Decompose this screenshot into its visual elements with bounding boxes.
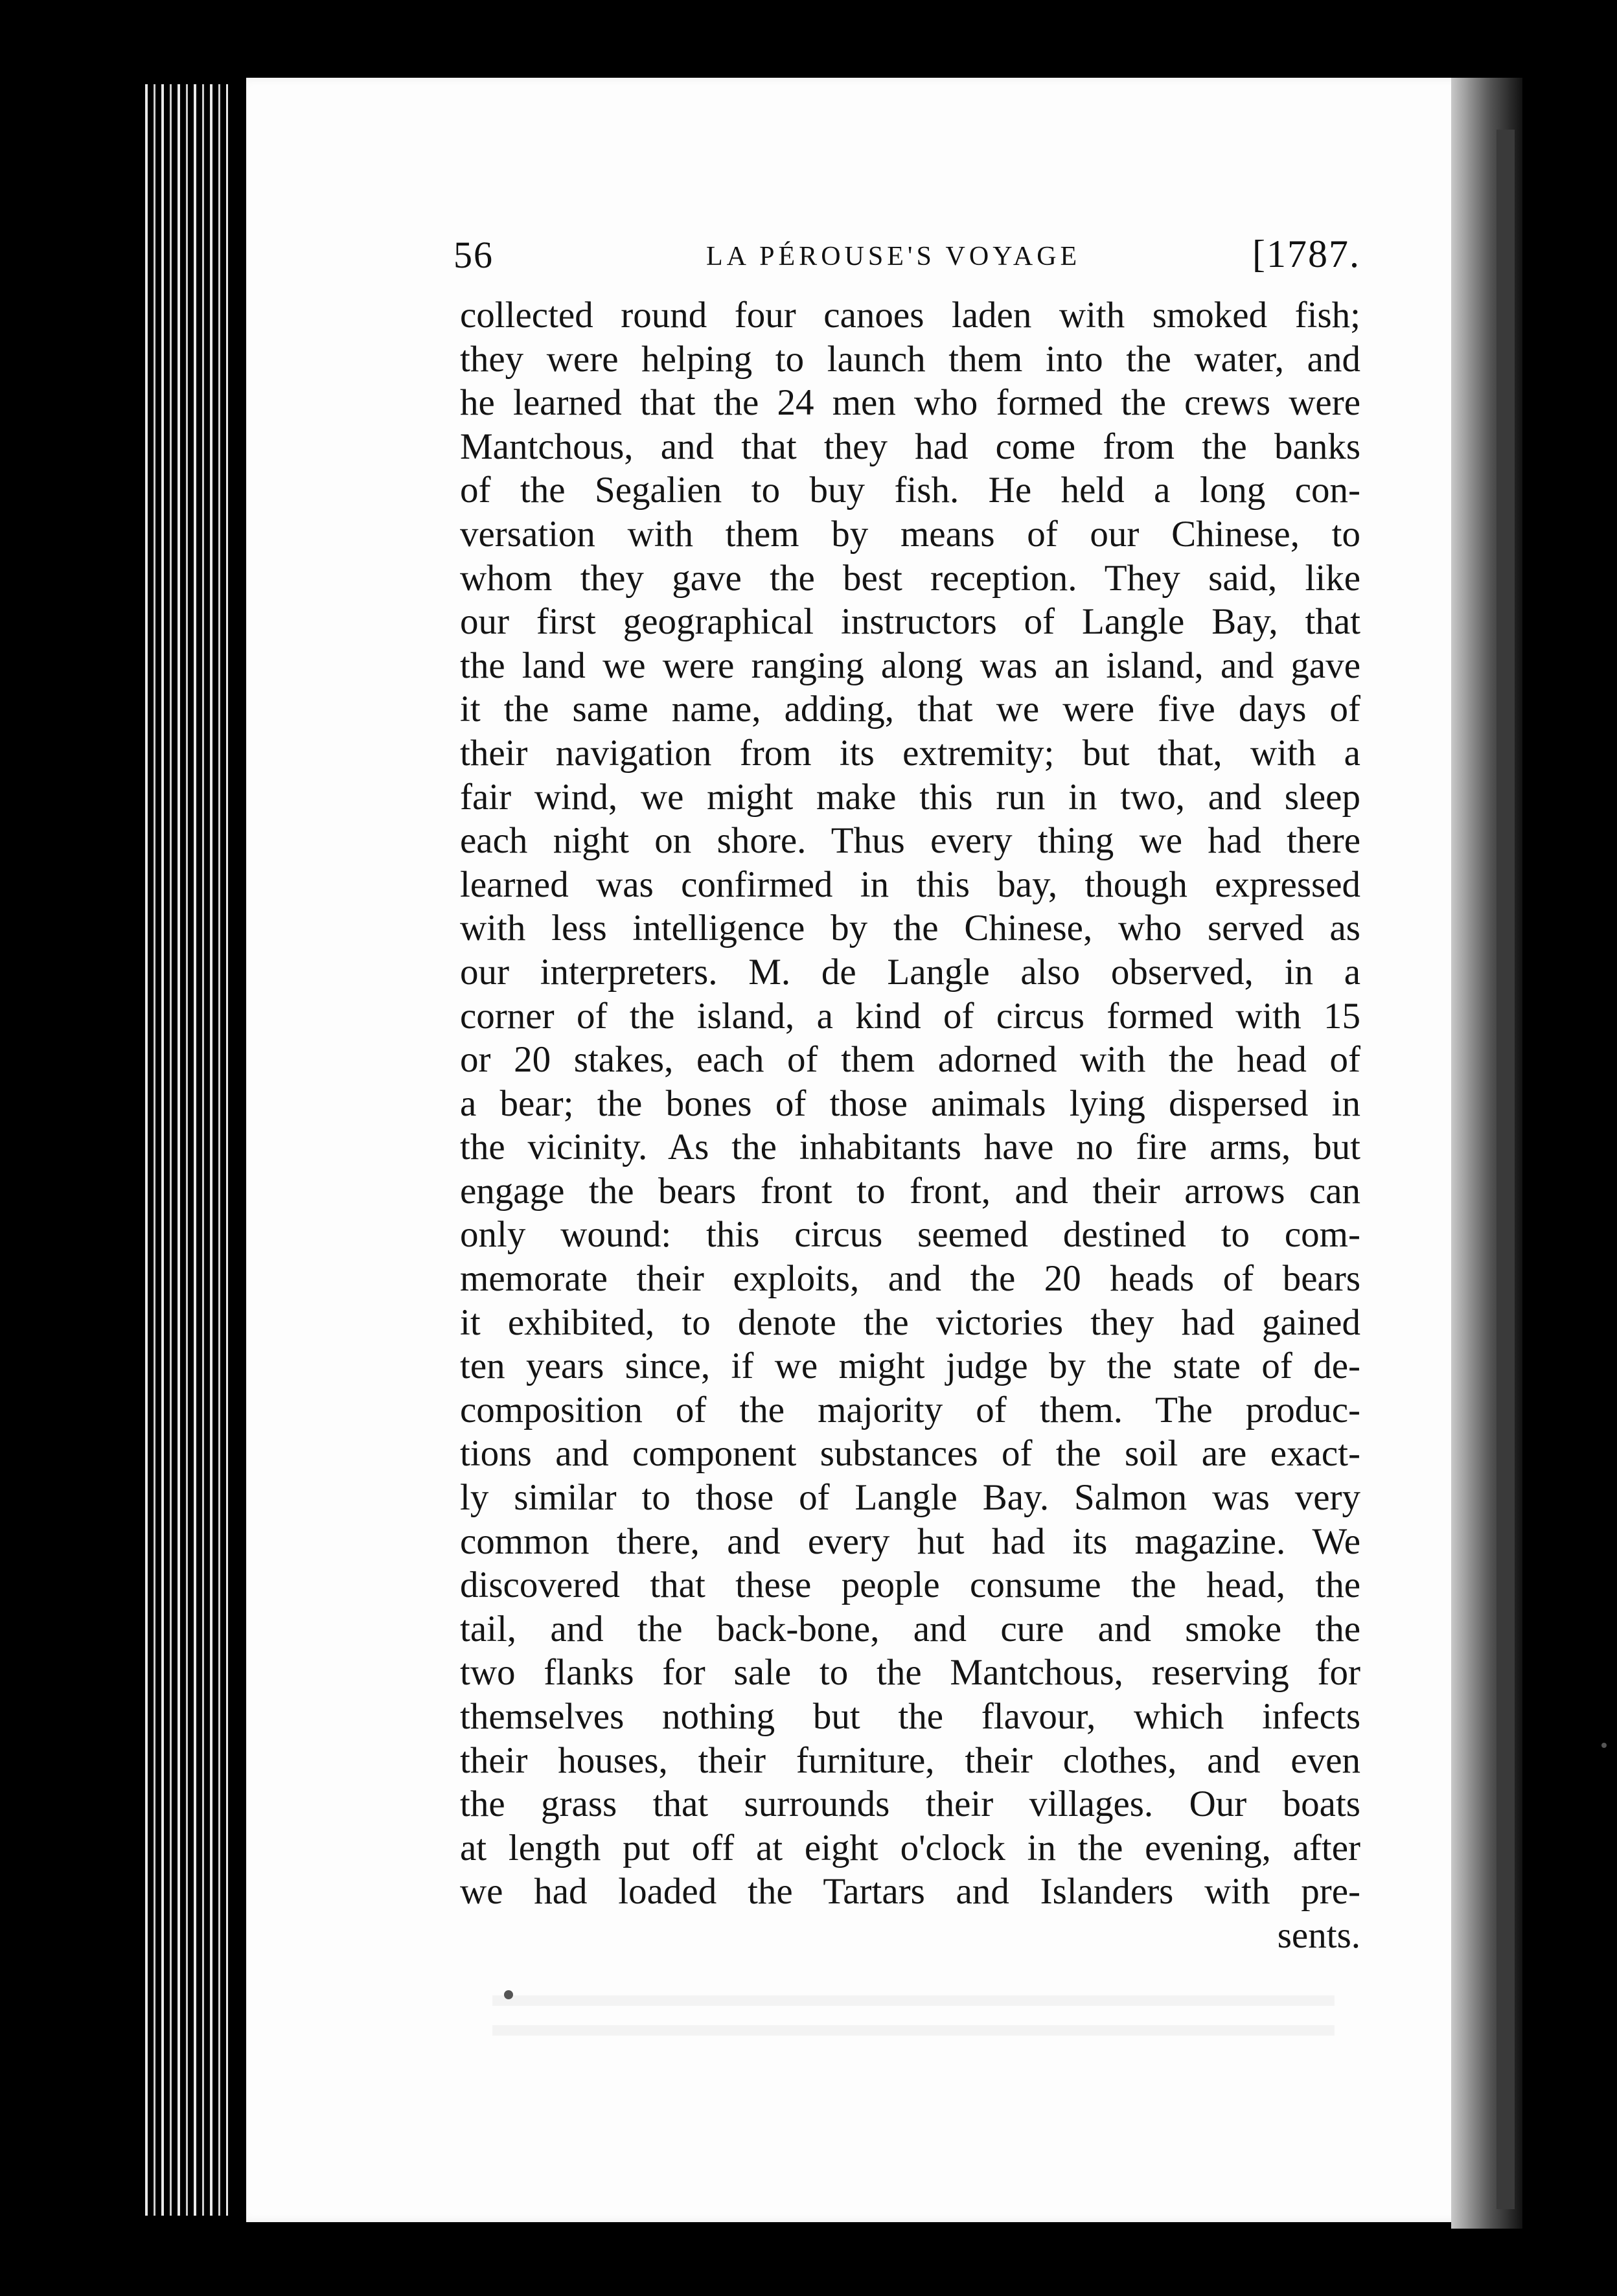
ink-show-through xyxy=(492,1976,1335,2047)
text-line: it the same name, adding, that we were five days of xyxy=(460,689,1360,730)
text-line: each night on shore. Thus every thing we had there xyxy=(460,820,1360,862)
text-line: themselves nothing but the flavour, which infects xyxy=(460,1696,1360,1737)
text-line: our first geographical instructors of Langle Bay, that xyxy=(460,601,1360,643)
paper-speck xyxy=(1601,1743,1607,1748)
text-line: tail, and the back-bone, and cure and smoke the xyxy=(460,1608,1360,1649)
text-line: of the Segalien to buy fish. He held a long con- xyxy=(460,470,1360,511)
text-line: discovered that these people consume the head, the xyxy=(460,1565,1360,1606)
running-title: LA PÉROUSE'S VOYAGE xyxy=(706,242,1081,271)
body-text xyxy=(460,293,1360,1958)
text-line: two flanks for sale to the Mantchous, reserving for xyxy=(460,1652,1360,1693)
text-line: learned was confirmed in this bay, though expressed xyxy=(460,864,1360,905)
paper-speck xyxy=(504,1990,513,1999)
running-year: [1787. xyxy=(1252,233,1360,275)
book-page-edges xyxy=(139,84,246,2216)
text-line: their navigation from its extremity; but that, with a xyxy=(460,732,1360,774)
text-line: common there, and every hut had its magazine. We xyxy=(460,1521,1360,1562)
text-line: ly similar to those of Langle Bay. Salmon was very xyxy=(460,1477,1360,1519)
text-line: the land we were ranging along was an island, and gave xyxy=(460,645,1360,686)
text-line: the grass that surrounds their villages. Our boats xyxy=(460,1784,1360,1825)
text-line: a bear; the bones of those animals lying dispersed in xyxy=(460,1083,1360,1124)
text-line: we had loaded the Tartars and Islanders with pre- xyxy=(460,1871,1360,1912)
text-line: or 20 stakes, each of them adorned with the head of xyxy=(460,1039,1360,1081)
text-line: tions and component substances of the soil are exact- xyxy=(460,1433,1360,1475)
fore-edge-inner-band xyxy=(1497,130,1515,2209)
text-line: whom they gave the best reception. They said, like xyxy=(460,557,1360,599)
text-line: with less intelligence by the Chinese, who served as xyxy=(460,908,1360,949)
text-line: they were helping to launch them into the water, and xyxy=(460,338,1360,380)
text-line: our interpreters. M. de Langle also observed, in a xyxy=(460,951,1360,993)
text-line: at length put off at eight o'clock in the evening, after xyxy=(460,1827,1360,1868)
text-line: the vicinity. As the inhabitants have no fire arms, but xyxy=(460,1127,1360,1168)
text-line: memorate their exploits, and the 20 heads of bears xyxy=(460,1258,1360,1300)
text-line: collected round four canoes laden with smoked fish; xyxy=(460,295,1360,336)
text-line: corner of the island, a kind of circus formed with 15 xyxy=(460,995,1360,1037)
text-line: fair wind, we might make this run in two, and sleep xyxy=(460,776,1360,818)
fore-edge-dark-band xyxy=(1522,97,1617,2229)
text-line: Mantchous, and that they had come from the banks xyxy=(460,426,1360,467)
text-line: versation with them by means of our Chinese, to xyxy=(460,513,1360,555)
text-line: engage the bears front to front, and their arrows can xyxy=(460,1170,1360,1211)
text-line: ten years since, if we might judge by the state of de- xyxy=(460,1346,1360,1387)
running-head xyxy=(453,233,1360,292)
page-number: 56 xyxy=(453,234,494,276)
catchword: sents. xyxy=(1277,1914,1360,1956)
text-line: he learned that the 24 men who formed the crews were xyxy=(460,382,1360,424)
text-line: composition of the majority of them. The produc- xyxy=(460,1389,1360,1430)
text-line: only wound: this circus seemed destined to com- xyxy=(460,1214,1360,1256)
text-line: it exhibited, to denote the victories they had gained xyxy=(460,1302,1360,1343)
text-line: their houses, their furniture, their clothes, and even xyxy=(460,1739,1360,1781)
